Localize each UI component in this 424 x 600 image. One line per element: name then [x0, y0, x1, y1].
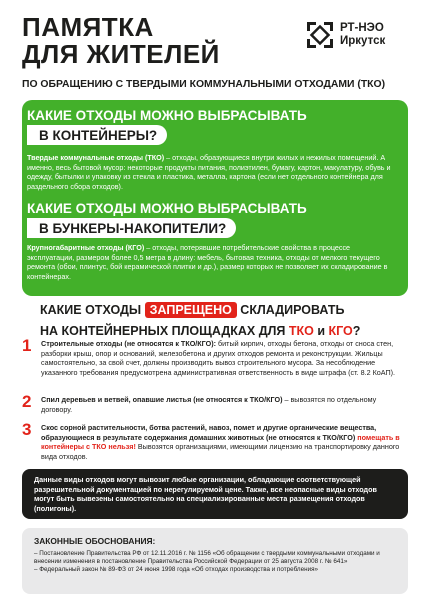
containers-target-pill: В КОНТЕЙНЕРЫ? [27, 125, 167, 145]
item-text [41, 395, 401, 414]
bunkers-description [27, 243, 397, 281]
notice-text: Данные виды отходов могут вывозит любые организации, обладающие соответствующей разрешительной документацией по нерегулируемой цене. Также, все неопасные виды отходов могут быть вывезены самостоятельно на специализированные места размещения отходов (полигоны). [34, 475, 377, 513]
item-bold: Спил деревьев и ветвей, опавшие листья (не относятся к ТКО/КГО) [41, 395, 283, 404]
logo [305, 20, 415, 60]
tko-text: – отходы, образующиеся внутри жилых и нежилых помещений. А именно, весь бытовой мусор: некоторые продукты питания, полиэтилен, бумагу, картон, макулатуру, обувь и одежду, бытылки и упаковку из стекла и пластика, металла, картона (если нет отдельного контейнера для раздельного сбора отходов). [27, 153, 391, 191]
item-number: 2 [22, 392, 32, 411]
bunkers-question: КАКИЕ ОТХОДЫ МОЖНО ВЫБРАСЫВАТЬ [27, 201, 307, 216]
subtitle: ПО ОБРАЩЕНИЮ С ТВЕРДЫМИ КОММУНАЛЬНЫМИ ОТХОДАМИ (ТКО) [22, 79, 386, 90]
item-body: битый кирпич, отходы бетона, отходы от сноса стен, разборки крыш, опор и оснований, железобетона и других отходов ремонта и реконструкции. Жильцы самостоятельно, за свой счет, должны производить вывоз строительного мусора. За несоблюдение указанного требования предусмотрена административная ответственность в виде штрафа (ст. 8.2 КоАП). [41, 339, 396, 377]
law-line-2: – Федеральный закон № 89-ФЗ от 24 июня 1998 года «Об отходах производства и потребления» [34, 566, 319, 574]
logo-line-1: РТ-НЭО [340, 22, 384, 34]
kgo-text: – отходы, потерявшие потребительские свойства в процессе эксплуатации, размером более 0,5 метра в длину: мебель, бытовая техника, отходы от мелкого текущего ремонта (обои, плинтус, бой керамической плитки и др.), размер которых не позволяет их складирование в контейнерах. [27, 243, 388, 281]
item-text [41, 423, 401, 461]
containers-description [27, 153, 397, 191]
item-warning: помещать в контейнеры с ТКО нельзя! [41, 432, 400, 452]
item-number: 1 [22, 336, 32, 355]
item-body: – вывозятся по отдельному договору. [41, 395, 377, 414]
forbidden-highlight: ЗАПРЕЩЕНО [145, 302, 237, 318]
header [22, 14, 412, 74]
tko-term: Твердые коммунальные отходы (ТКО) [27, 153, 165, 162]
logo-text [340, 22, 385, 48]
page-title [22, 14, 220, 68]
legal-basis-title: ЗАКОННЫЕ ОБОСНОВАНИЯ: [34, 536, 156, 546]
forbidden-end: ? [352, 324, 361, 338]
law-line-1: – Постановление Правительства РФ от 12.11.2016 г. № 1156 «Об обращении с твердыми коммунальными отходами и внесении изменения в постановление Правительства Российской Федерации от 25 августа 2008 г. № 641» [34, 550, 380, 566]
bunkers-target-pill: В БУНКЕРЫ-НАКОПИТЕЛИ? [27, 218, 236, 238]
item-bold: Скос сорной растительности, ботва растений, навоз, помет и другие органические вещества, образующиеся в результате содержания домашних животных (не относятся к ТКО/КГО) [41, 423, 377, 442]
forbidden-heading [40, 300, 360, 342]
forbidden-kgo: КГО [328, 324, 353, 338]
item-text [41, 339, 401, 377]
forbidden-and: и [313, 324, 329, 338]
item-number: 3 [22, 420, 32, 439]
title-line-2: ДЛЯ ЖИТЕЛЕЙ [22, 39, 220, 69]
forbidden-tko: ТКО [288, 324, 314, 338]
item-bold: Строительные отходы (не относятся к ТКО/КГО): [41, 339, 217, 348]
notice-panel [22, 469, 408, 519]
forbidden-heading-line-1 [40, 300, 360, 321]
logo-line-2: Иркутск [340, 35, 386, 47]
forbidden-part-3: НА КОНТЕЙНЕРНЫХ ПЛОЩАДКАХ ДЛЯ [40, 324, 289, 338]
legal-basis-panel [22, 528, 408, 594]
rt-neo-logo-icon [305, 20, 335, 50]
containers-question: КАКИЕ ОТХОДЫ МОЖНО ВЫБРАСЫВАТЬ [27, 108, 307, 123]
title-line-1: ПАМЯТКА [22, 12, 154, 42]
forbidden-part-1: КАКИЕ ОТХОДЫ [40, 303, 145, 317]
item-body: Вывозятся организациями, имеющими лицензию на транспортировку данного вида отходов. [41, 442, 400, 461]
legal-basis-text [34, 550, 396, 575]
forbidden-part-2: СКЛАДИРОВАТЬ [236, 303, 345, 317]
kgo-term: Крупногабаритные отходы (КГО) [27, 243, 145, 252]
